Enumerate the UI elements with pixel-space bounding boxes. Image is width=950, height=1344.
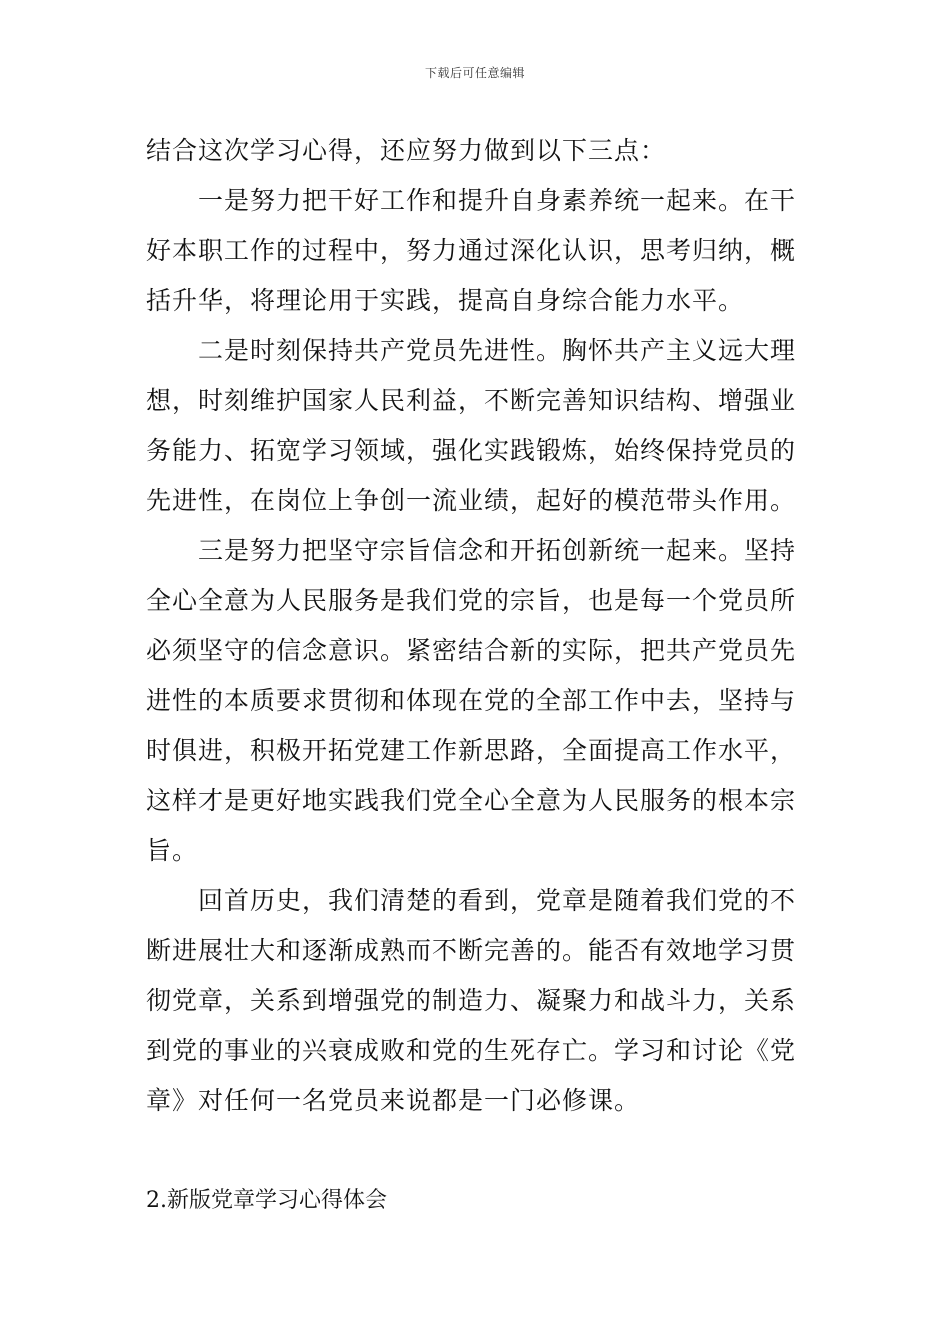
text-line: 务能力、拓宽学习领域，强化实践锻炼，始终保持党员的 [146, 436, 797, 465]
text-line: 一是努力把干好工作和提升自身素养统一起来。在干 [198, 186, 797, 215]
text-line: 回首历史，我们清楚的看到，党章是随着我们党的不 [198, 886, 797, 915]
text-line: 旨。 [146, 836, 199, 865]
paragraph-lines [146, 126, 811, 1126]
text-line: 这样才是更好地实践我们党全心全意为人民服务的根本宗 [146, 786, 797, 815]
text-line: 二是时刻保持共产党员先进性。胸怀共产主义远大理 [198, 336, 797, 365]
text-line: 先进性，在岗位上争创一流业绩，起好的模范带头作用。 [146, 486, 797, 515]
text-line: 好本职工作的过程中，努力通过深化认识，思考归纳，概 [146, 236, 797, 265]
text-line: 想，时刻维护国家人民利益，不断完善知识结构、增强业 [146, 386, 797, 415]
text-line: 章》对任何一名党员来说都是一门必修课。 [146, 1086, 641, 1115]
section-gap [146, 1126, 811, 1176]
text-line: 彻党章，关系到增强党的制造力、凝聚力和战斗力，关系 [146, 986, 797, 1015]
page-header-note: 下载后可任意编辑 [424, 66, 525, 80]
text-line: 断进展壮大和逐渐成熟而不断完善的。能否有效地学习贯 [146, 936, 797, 965]
text-line: 时俱进，积极开拓党建工作新思路，全面提高工作水平， [146, 736, 797, 765]
text-line: 结合这次学习心得，还应努力做到以下三点： [146, 136, 667, 165]
text-line: 到党的事业的兴衰成败和党的生死存亡。学习和讨论《党 [146, 1036, 797, 1065]
document-body [146, 126, 811, 1226]
text-line: 进性的本质要求贯彻和体现在党的全部工作中去，坚持与 [146, 686, 797, 715]
text-line: 括升华，将理论用于实践，提高自身综合能力水平。 [146, 286, 745, 315]
section-heading: 2.新版党章学习心得体会 [146, 1188, 387, 1213]
text-line: 必须坚守的信念意识。紧密结合新的实际，把共产党员先 [146, 636, 797, 665]
text-line: 全心全意为人民服务是我们党的宗旨，也是每一个党员所 [146, 586, 797, 615]
text-line: 三是努力把坚守宗旨信念和开拓创新统一起来。坚持 [198, 536, 797, 565]
